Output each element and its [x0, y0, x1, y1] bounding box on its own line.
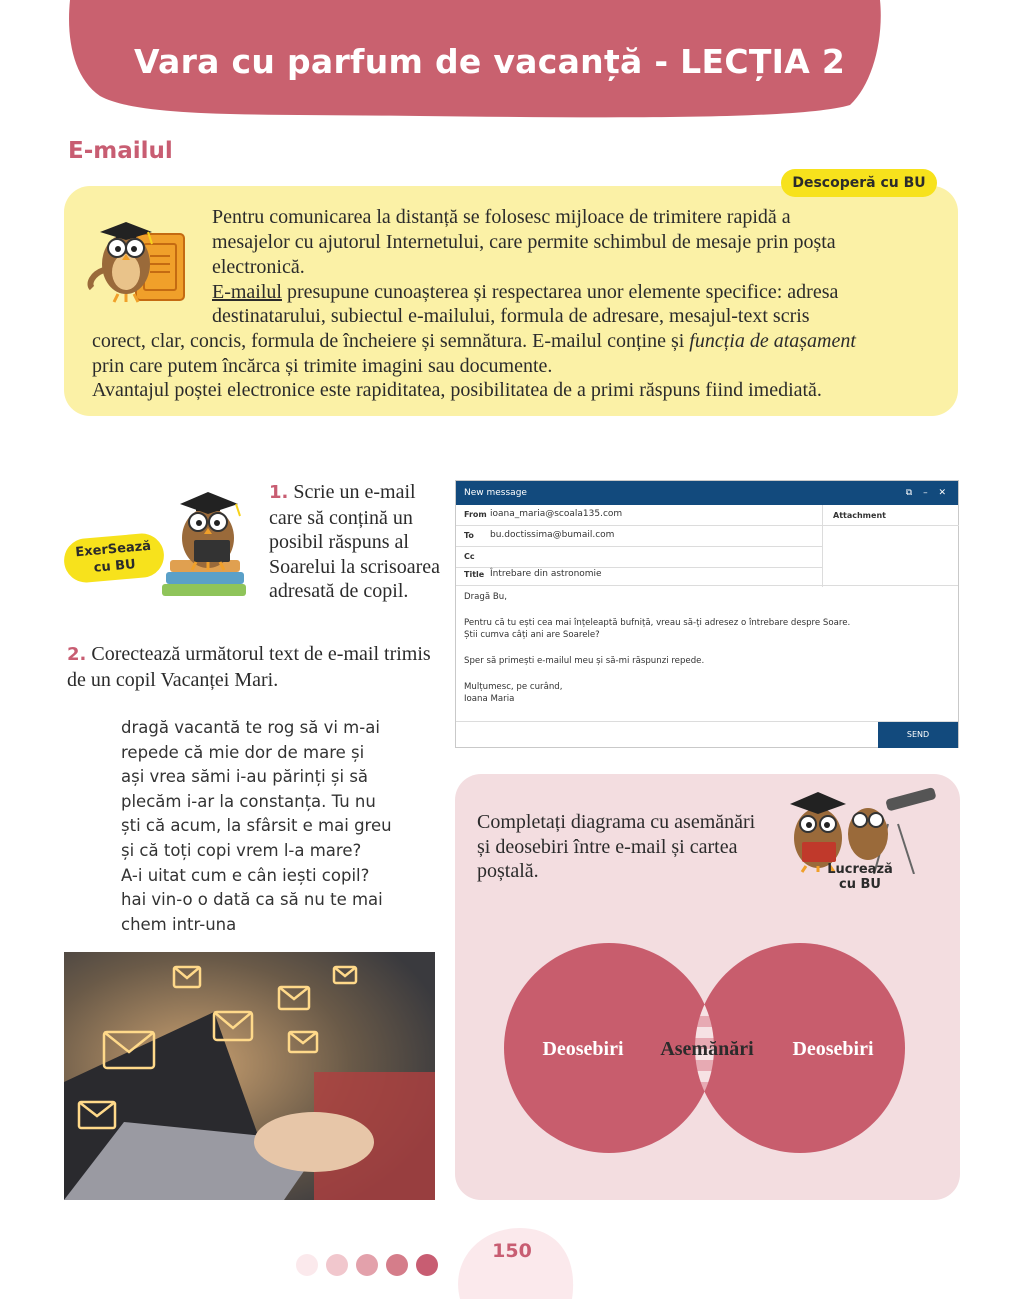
email-body[interactable]: [464, 591, 944, 706]
title-field[interactable]: Întrebare din astronomie: [490, 569, 602, 579]
right-label: Deosebiri: [792, 1038, 874, 1060]
attachment-term: funcția de atașament: [689, 330, 856, 352]
to-row: [456, 526, 822, 547]
attachment-area[interactable]: [822, 505, 959, 587]
info-line-5: destinatarului, subiectul e-mailului, formula de adresare, mesajul-text scris: [212, 305, 810, 327]
email-body-line: Ioana Maria: [464, 694, 515, 705]
exercise-badge-line-2: cu BU: [93, 557, 137, 576]
cc-label: Cc: [464, 552, 475, 561]
info-line-4: [212, 280, 838, 305]
info-line-1: Pentru comunicarea la distanță se folosesc mijloace de trimitere rapidă a: [212, 206, 791, 228]
progress-dot: [416, 1254, 438, 1276]
from-row: [456, 505, 822, 526]
email-titlebar: [456, 481, 958, 505]
child-letter-text: dragă vacantă te rog să vi m-ai repede că mie dor de mare și ași vrea sămi i-au părinți și să plecăm i-ar la constanța. Tu nu ști că acum, la sfârsit e mai greu și că toți copi vrem l-a mare? A-i uitat cum e cân iești copil? hai vin-o o dată ca să nu te mai chem intr-una: [121, 718, 392, 934]
email-footer: [456, 721, 958, 748]
center-label: Asemănări: [660, 1038, 754, 1060]
page-number: 150: [492, 1240, 532, 1262]
diagram-instruction: Completați diagrama cu asemănări și deosebiri între e-mail și cartea poștală.: [477, 811, 756, 882]
attachment-label: Attachment: [833, 511, 886, 520]
from-label: From: [464, 510, 487, 519]
email-body-line: [464, 668, 944, 681]
section-title: E-mailul: [68, 138, 173, 164]
email-window: [455, 480, 959, 748]
progress-dot: [356, 1254, 378, 1276]
email-body-line: Pentru că tu ești cea mai înțeleaptă bufniță, vreau să-ți adresez o întrebare despre Soare.: [464, 617, 851, 628]
info-line-8: Avantajul poștei electronice este rapiditatea, posibilitatea de a primi răspuns fiind imediată.: [92, 379, 822, 401]
info-line-4-rest: presupune cunoașterea și respectarea unor elemente specifice: adresa: [281, 281, 839, 303]
exercise-1: [269, 480, 449, 604]
window-controls-icon[interactable]: ⧉ – ✕: [905, 488, 950, 498]
exercise-1-text: Scrie un e-mail care să conțină un posibil răspuns al Soarelui la scrisoarea adresată de copil.: [269, 481, 441, 602]
info-line-3: electronică.: [212, 256, 305, 278]
email-body-line: Mulțumesc, pe curând,: [464, 681, 563, 692]
info-line-6: [92, 329, 856, 354]
from-field[interactable]: ioana_maria@scoala135.com: [490, 509, 623, 519]
progress-dot: [326, 1254, 348, 1276]
owl-book-icon: [86, 214, 198, 306]
to-field[interactable]: bu.doctissima@bumail.com: [490, 530, 615, 540]
email-window-title: New message: [464, 488, 527, 498]
exercise-2: [67, 642, 447, 692]
send-button[interactable]: SEND: [878, 722, 958, 748]
info-line-6-start: corect, clar, concis, formula de încheiere și semnătura. E-mailul conține și: [92, 330, 690, 352]
exercise-2-number: 2.: [67, 644, 87, 665]
exercise-1-number: 1.: [269, 482, 289, 503]
exercise-2-text: Corectează următorul text de e-mail trimis de un copil Vacanței Mari.: [67, 643, 431, 691]
exercise-badge-line-1: ExerSează: [74, 538, 152, 561]
owl-laptop-icon: [160, 482, 256, 604]
venn-diagram: [455, 774, 960, 1200]
title-label: Title: [464, 570, 485, 579]
email-body-line: Știi cumva câți ani are Soarele?: [464, 630, 600, 641]
email-body-line: Sper să primești e-mailul meu și să-mi răspunzi repede.: [464, 655, 705, 666]
progress-dot: [296, 1254, 318, 1276]
diagram-badge-line-1: Lucrează: [827, 862, 893, 877]
discover-badge: Descoperă cu BU: [781, 169, 937, 197]
exercise-badge: [62, 532, 165, 585]
to-label: To: [464, 531, 474, 540]
email-body-line: Dragă Bu,: [464, 592, 507, 602]
page-title: Vara cu parfum de vacanță - LECȚIA 2: [134, 42, 846, 81]
email-body-line: [464, 604, 944, 617]
attachment-divider: [823, 525, 959, 526]
diagram-badge-line-2: cu BU: [839, 877, 881, 892]
email-body-line: [464, 642, 944, 655]
progress-dot: [386, 1254, 408, 1276]
info-line-7: prin care putem încărca și trimite imagini sau documente.: [92, 355, 553, 377]
left-label: Deosebiri: [542, 1038, 624, 1060]
laptop-emails-photo: [64, 952, 435, 1200]
email-term: E-mailul: [212, 281, 282, 303]
info-line-2: mesajelor cu ajutorul Internetului, care permite schimbul de mesaje prin poșta: [212, 231, 836, 253]
